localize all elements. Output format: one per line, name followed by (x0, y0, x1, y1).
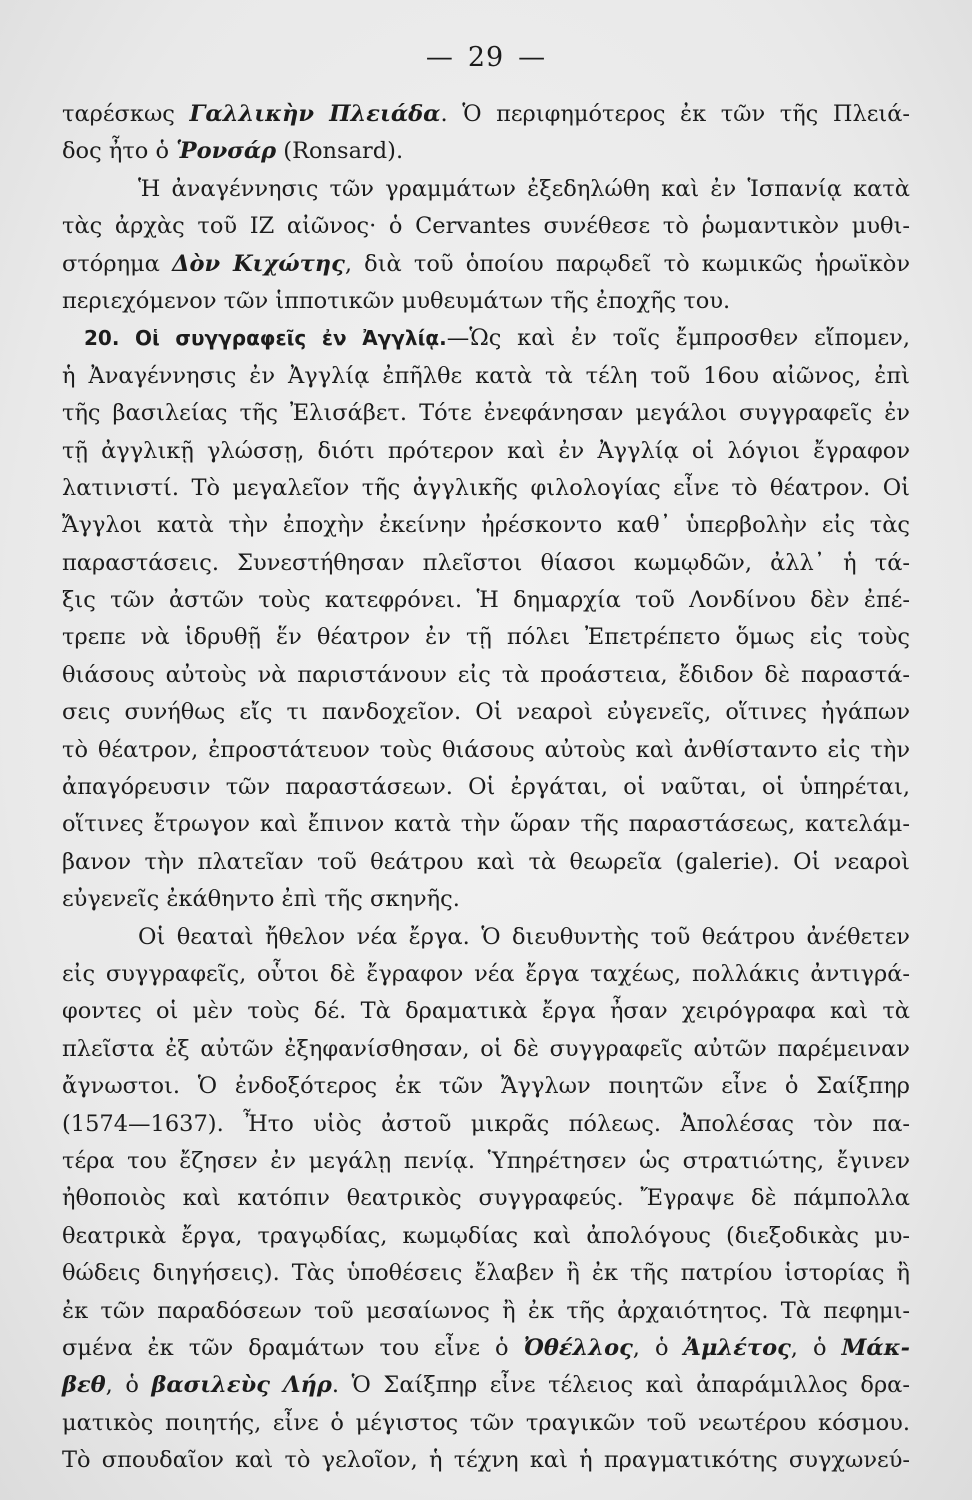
text-line: θώδεις διηγήσεις). Τὰς ὑποθέσεις ἔλαβεν ἢ ἐκ τῆς πατρίου ἱστορίας ἢ (62, 1260, 910, 1287)
text-line: Ἄγγλοι κατὰ τὴν ἐποχὴν ἐκείνην ἠρέσκοντο καθ᾽ ὑπερβολὴν εἰς τὰς (62, 512, 910, 539)
page-number: — 29 — (425, 42, 547, 73)
text-line: βεθ, ὁ βασιλεὺς Λήρ. Ὁ Σαίξπηρ εἶνε τέλειος καὶ ἀπαράμιλλος δρα- (62, 1372, 910, 1399)
text-line: εἰς συγγραφεῖς, οὗτοι δὲ ἔγραφον νέα ἔργα ταχέως, πολλάκις ἀντιγρά- (62, 960, 910, 987)
text-line: ματικὸς ποιητής, εἶνε ὁ μέγιστος τῶν τραγικῶν τοῦ νεωτέρου κόσμου. (62, 1409, 910, 1436)
text-line: Οἱ θεαταὶ ἤθελον νέα ἔργα. Ὁ διευθυντὴς τοῦ θεάτρου ἀνέθετεν (138, 923, 910, 950)
text-line: φοντες οἱ μὲν τοὺς δέ. Τὰ δραματικὰ ἔργα ἦσαν χειρόγραφα καὶ τὰ (62, 998, 910, 1025)
text-line: τῇ ἀγγλικῇ γλώσσῃ, διότι πρότερον καὶ ἐν Ἀγγλίᾳ οἱ λόγιοι ἔγραφον (62, 437, 910, 464)
text-line: πλεῖστα ἐξ αὐτῶν ἐξηφανίσθησαν, οἱ δὲ συγγραφεῖς αὐτῶν παρέμειναν (62, 1035, 910, 1062)
text-line: στόρημα Δὸν Κιχώτης, διὰ τοῦ ὁποίου παρῳδεῖ τὸ κωμικῶς ἡρωϊκὸν (62, 250, 910, 277)
text-line: ἠθοποιὸς καὶ κατόπιν θεατρικὸς συγγραφεύς. Ἔγραψε δὲ πάμπολλα (62, 1185, 910, 1212)
text-line: δος ἦτο ὁ Ῥονσάρ (Ronsard). (62, 138, 404, 165)
text-line: Ἡ ἀναγέννησις τῶν γραμμάτων ἐξεδηλώθη καὶ ἐν Ἱσπανίᾳ κατὰ (138, 175, 910, 202)
text-line: ἀπαγόρευσιν τῶν παραστάσεων. Οἱ ἐργάται, οἱ ναῦται, οἱ ὑπηρέται, (62, 774, 910, 801)
text-line: ἡ Ἀναγέννησις ἐν Ἀγγλίᾳ ἐπῆλθε κατὰ τὰ τέλη τοῦ 16ου αἰῶνος, ἐπὶ (62, 362, 910, 389)
section-heading: 20. Οἱ συγγραφεῖς ἐν Ἀγγλίᾳ. (84, 326, 447, 351)
text-line: ξις τῶν ἀστῶν τοὺς κατεφρόνει. Ἡ δημαρχία τοῦ Λονδίνου δὲν ἐπέ- (62, 587, 910, 614)
text-line: βανον τὴν πλατεῖαν τοῦ θεάτρου καὶ τὰ θεωρεῖα (galerie). Οἱ νεαροὶ (62, 848, 910, 875)
text-line: περιεχόμενον τῶν ἱπποτικῶν μυθευμάτων τῆς ἐποχῆς του. (62, 287, 731, 314)
text-line: τρεπε νὰ ἱδρυθῇ ἕν θέατρον ἐν τῇ πόλει Ἐπετρέπετο ὅμως εἰς τοὺς (62, 624, 910, 651)
text-line: οἵτινες ἔτρωγον καὶ ἔπινον κατὰ τὴν ὥραν τῆς παραστάσεως, κατελάμ- (62, 811, 910, 838)
text-line: παραστάσεις. Συνεστήθησαν πλεῖστοι θίασοι κωμῳδῶν, ἀλλ᾽ ἡ τά- (62, 549, 910, 576)
text-line: λατινιστί. Τὸ μεγαλεῖον τῆς ἀγγλικῆς φιλολογίας εἶνε τὸ θέατρον. Οἱ (62, 474, 910, 501)
section-heading-line: 20. Οἱ συγγραφεῖς ἐν Ἀγγλίᾳ.—Ὡς καὶ ἐν τοῖς ἔμπροσθεν εἴπομεν, (84, 325, 910, 352)
text-line: τέρα του ἔζησεν ἐν μεγάλῃ πενίᾳ. Ὑπηρέτησεν ὡς στρατιώτης, ἔγινεν (62, 1147, 910, 1174)
text-line: τὰς ἀρχὰς τοῦ ΙΖ αἰῶνος· ὁ Cervantes συνέθεσε τὸ ῥωμαντικὸν μυθι- (62, 213, 910, 240)
page-number-value: 29 (467, 42, 505, 73)
text-line: ἐκ τῶν παραδόσεων τοῦ μεσαίωνος ἢ ἐκ τῆς ἀρχαιότητος. Τὰ πεφημι- (62, 1297, 910, 1324)
text-line: (1574—1637). Ἦτο υἱὸς ἀστοῦ μικρᾶς πόλεως. Ἀπολέσας τὸν πα- (62, 1110, 910, 1137)
text-line: σεις συνήθως εἴς τι πανδοχεῖον. Οἱ νεαροὶ εὐγενεῖς, οἵτινες ἠγάπων (62, 699, 910, 726)
text-line: ταρέσκως Γαλλικὴν Πλειάδα. Ὁ περιφημότερος ἐκ τῶν τῆς Πλειά- (62, 101, 910, 127)
text-line: θεατρικὰ ἔργα, τραγῳδίας, κωμῳδίας καὶ ἀπολόγους (διεξοδικὰς μυ- (62, 1222, 910, 1249)
text-line: εὐγενεῖς ἐκάθηντο ἐπὶ τῆς σκηνῆς. (62, 886, 460, 913)
text-line: σμένα ἐκ τῶν δραμάτων του εἶνε ὁ Ὀθέλλος, ὁ Ἀμλέτος, ὁ Μάκ- (62, 1334, 910, 1361)
text-line: Τὸ σπουδαῖον καὶ τὸ γελοῖον, ἡ τέχνη καὶ ἡ πραγματικότης συγχωνεύ- (62, 1447, 910, 1474)
text-line: ἄγνωστοι. Ὁ ἐνδοξότερος ἐκ τῶν Ἄγγλων ποιητῶν εἶνε ὁ Σαίξπηρ (62, 1073, 910, 1100)
body-text (62, 96, 910, 1479)
text-line: θιάσους αὐτοὺς νὰ παριστάνουν εἰς τὰ προάστεια, ἔδιδον δὲ παραστά- (62, 661, 910, 688)
text-line: τῆς βασιλείας τῆς Ἐλισάβετ. Τότε ἐνεφάνησαν μεγάλοι συγγραφεῖς ἐν (62, 400, 910, 427)
text-line: τὸ θέατρον, ἐπροστάτευον τοὺς θιάσους αὐτοὺς καὶ ἀνθίσταντο εἰς τὴν (62, 736, 910, 763)
